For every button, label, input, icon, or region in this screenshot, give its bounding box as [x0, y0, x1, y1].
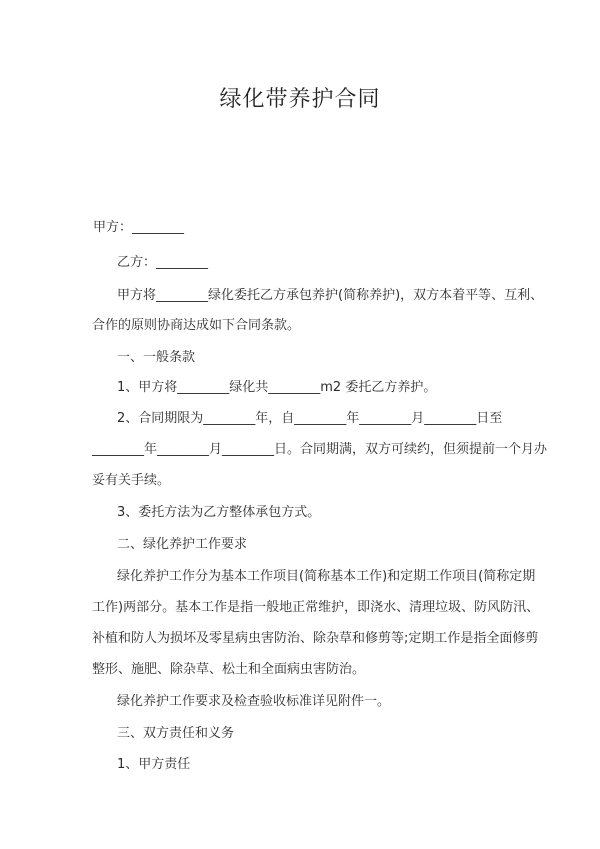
party-a-line: 甲方：________: [93, 220, 185, 235]
clause-2-line-3: 妥有关手续。: [92, 473, 171, 488]
requirements-paragraph-line-2: 工作)两部分。基本工作是指一般地正常维护，即浇水、清理垃圾、防风防汛、: [92, 600, 540, 615]
requirements-paragraph-line-1: 绿化养护工作分为基本工作项目(简称基本工作)和定期工作项目(简称定期: [117, 569, 536, 584]
intro-paragraph-line-2: 合作的原则协商达成如下合同条款。: [92, 318, 301, 333]
clause-2-line-2: ________年________月________日。合同期满，双方可续约，但须提前一个月办: [92, 442, 548, 457]
party-b-line: 乙方：________: [117, 255, 209, 270]
clause-3: 3、委托方法为乙方整体承包方式。: [117, 505, 321, 520]
section-heading-general-terms: 一、一般条款: [117, 350, 196, 365]
party-a-responsibility-heading: 1、甲方责任: [117, 757, 191, 772]
document-title: 绿化带养护合同: [219, 87, 381, 112]
section-heading-responsibilities: 三、双方责任和义务: [117, 726, 235, 741]
requirements-paragraph-line-3: 补植和防人为损坏及零星病虫害防治、除杂草和修剪等;定期工作是指全面修剪: [92, 631, 539, 646]
clause-2-line-1: 2、合同期限为________年，自________年________月________日至: [117, 411, 503, 426]
requirements-paragraph-line-4: 整形、施肥、除杂草、松土和全面病虫害防治。: [92, 662, 366, 677]
attachment-reference: 绿化养护工作要求及检查验收标准详见附件一。: [117, 694, 391, 709]
section-heading-maintenance-requirements: 二、绿化养护工作要求: [117, 537, 248, 552]
clause-1: 1、甲方将________绿化共________m2 委托乙方养护。: [117, 380, 437, 395]
intro-paragraph-line-1: 甲方将________绿化委托乙方承包养护(简称养护)，双方本着平等、互利、: [117, 288, 544, 303]
